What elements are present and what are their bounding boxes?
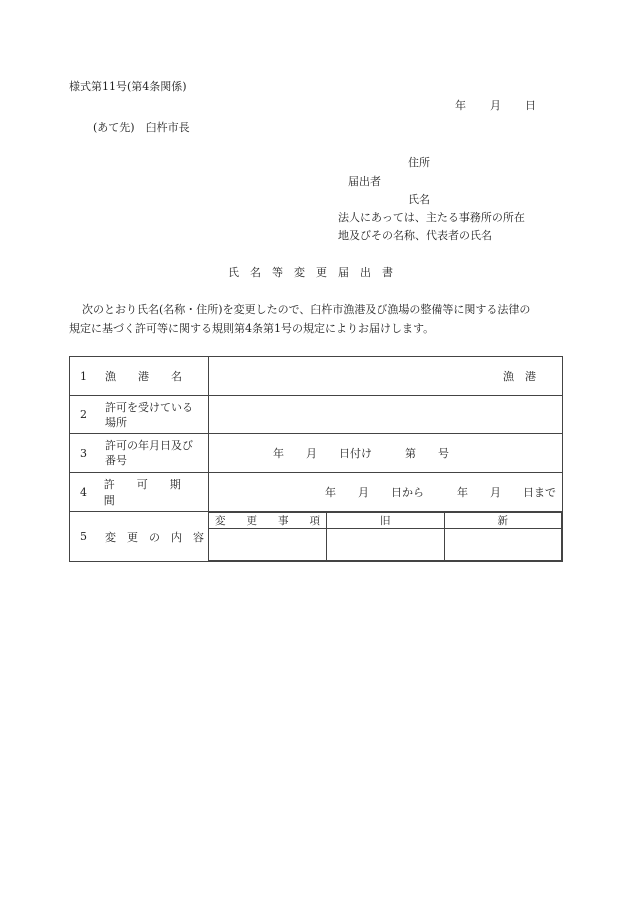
document-title: 氏 名 等 変 更 届 出 書 xyxy=(228,266,393,279)
port-suffix: 漁 港 xyxy=(503,370,536,383)
date-day-label: 日 xyxy=(525,99,536,112)
permit-period-template: 年 月 日から 年 月 日まで xyxy=(325,486,556,499)
fishing-port-value-cell[interactable] xyxy=(209,357,563,396)
address-label: 住所 xyxy=(408,156,430,169)
row-label-line-1: 許可を受けている xyxy=(105,400,193,414)
row-label-line-1: 許可の年月日及び xyxy=(105,439,193,452)
change-details-table xyxy=(209,512,562,561)
permitted-location-value-cell[interactable] xyxy=(209,396,563,434)
row-number: 5 xyxy=(80,530,87,543)
table-row xyxy=(70,512,563,562)
body-text-line-2: 規定に基づく許可等に関する規則第4条第1号の規定によりお届けします。 xyxy=(69,322,435,335)
row-label-cell xyxy=(70,512,209,562)
date-month-label: 月 xyxy=(490,99,501,112)
table-row xyxy=(70,396,563,434)
form-number: 様式第11号(第4条関係) xyxy=(69,80,187,93)
row-label: 変 更 の 内 容 xyxy=(105,530,204,544)
change-item-input[interactable] xyxy=(209,529,327,561)
name-label: 氏名 xyxy=(408,193,430,206)
table-row xyxy=(70,473,563,512)
row-label: 許 可 期 間 xyxy=(103,478,203,507)
notifier-label: 届出者 xyxy=(348,175,381,188)
date-year-label: 年 xyxy=(455,99,466,112)
row-number: 4 xyxy=(80,485,87,499)
permit-date-number-template: 年 月 日付け 第 号 xyxy=(273,447,449,460)
table-row xyxy=(70,357,563,396)
row-label-cell xyxy=(70,396,209,434)
addressee: (あて先) 臼杵市長 xyxy=(93,121,190,134)
row-label-line-2: 場所 xyxy=(105,415,127,429)
notification-table xyxy=(69,356,563,562)
change-details-cell xyxy=(209,512,563,562)
corporate-note-line-2: 地及びその名称、代表者の氏名 xyxy=(338,229,492,242)
permit-date-number-value-cell[interactable] xyxy=(209,434,563,473)
body-text-line-1: 次のとおり氏名(名称・住所)を変更したので、臼杵市漁港及び漁場の整備等に関する法律の xyxy=(82,303,531,316)
row-number: 2 xyxy=(80,408,87,421)
new-header: 新 xyxy=(444,513,562,529)
permit-period-value-cell[interactable] xyxy=(209,473,563,512)
row-number: 1 xyxy=(80,369,87,383)
row-label-cell xyxy=(70,434,209,473)
change-item-header: 変 更 事 項 xyxy=(209,513,327,529)
old-value-input[interactable] xyxy=(327,529,445,561)
old-header: 旧 xyxy=(327,513,445,529)
corporate-note-line-1: 法人にあっては、主たる事務所の所在 xyxy=(338,211,525,224)
row-label-cell xyxy=(70,473,209,512)
new-value-input[interactable] xyxy=(444,529,562,561)
table-row xyxy=(70,434,563,473)
row-label: 漁 港 名 xyxy=(105,370,182,383)
row-label-cell xyxy=(70,357,209,396)
row-number: 3 xyxy=(80,446,87,460)
row-label-line-2: 番号 xyxy=(105,454,127,467)
